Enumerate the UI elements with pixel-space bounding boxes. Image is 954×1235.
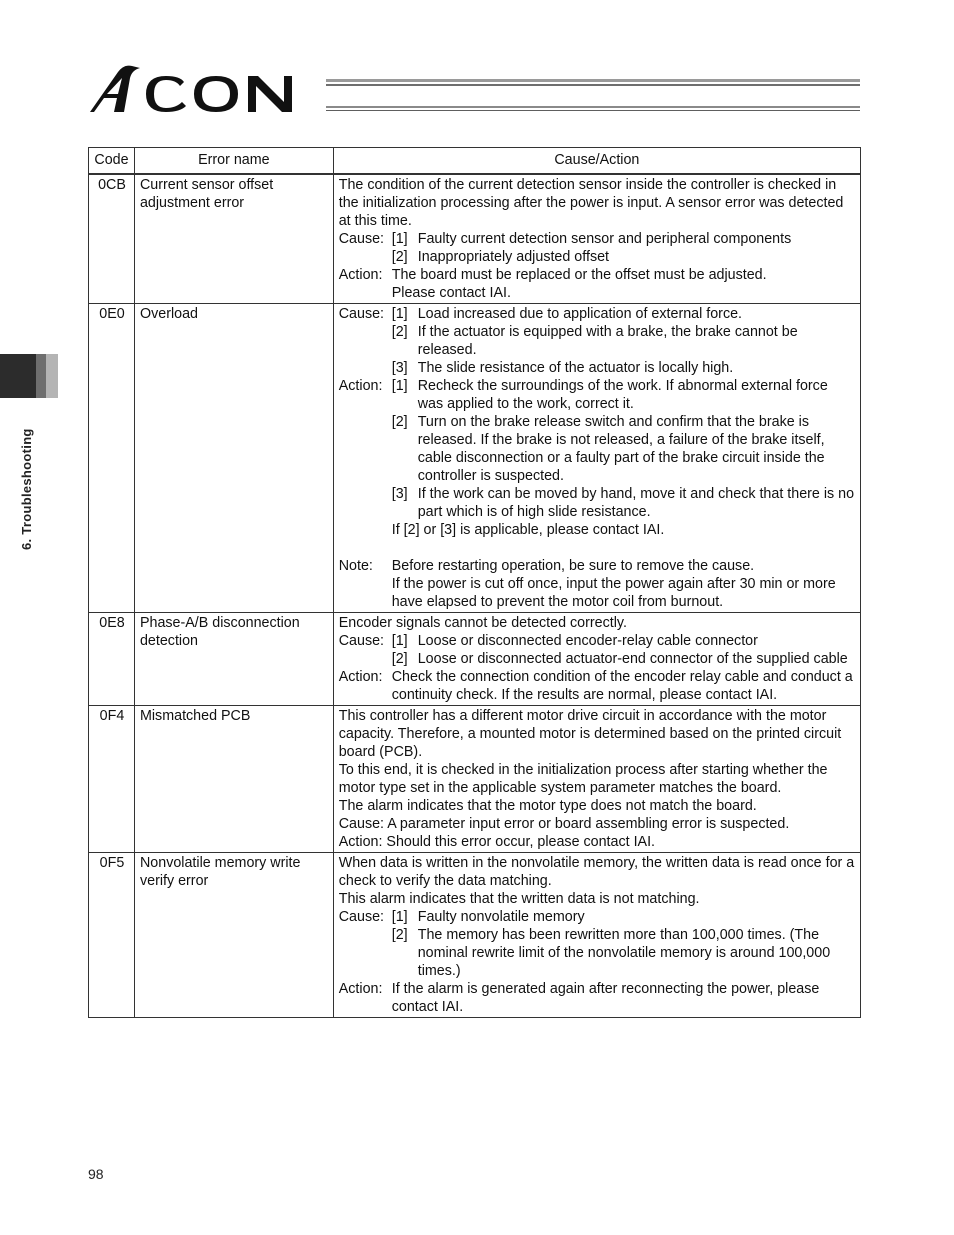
- error-name: Mismatched PCB: [134, 705, 333, 852]
- cause-line: [339, 614, 856, 632]
- cause-action-cell: [333, 852, 860, 1017]
- cause-line: [339, 650, 856, 668]
- cause-line: [339, 926, 856, 980]
- line-text: Recheck the surroundings of the work. If abnormal external force was applied to the work, correct it.: [417, 377, 828, 412]
- cause-line: [339, 668, 856, 704]
- cause-line: [339, 230, 856, 248]
- alarm-table: [88, 147, 861, 1018]
- line-text: Loose or disconnected actuator-end connector of the supplied cable: [417, 650, 848, 667]
- cause-action-cell: [333, 174, 860, 304]
- line-text: The condition of the current detection sensor inside the controller is checked in the initialization processing after the power is input. A sensor error was detected at this time.: [338, 176, 844, 229]
- chapter-tab-marker: [0, 354, 58, 398]
- cause-line: [339, 707, 856, 761]
- cause-line: [339, 575, 856, 611]
- error-code: 0E8: [89, 612, 135, 705]
- cause-line: [339, 854, 856, 890]
- error-code: 0F5: [89, 852, 135, 1017]
- line-lead: [339, 650, 392, 668]
- line-text: If the power is cut off once, input the power again after 30 min or more have elapsed to prevent the motor coil from burnout.: [391, 575, 836, 610]
- table-header-row: [89, 148, 861, 174]
- cause-line: [339, 248, 856, 266]
- table-row: [89, 612, 861, 705]
- line-text: Cause: A parameter input error or board assembling error is suspected.: [338, 815, 790, 832]
- error-code: 0CB: [89, 174, 135, 304]
- line-item-number: [1]: [391, 305, 408, 322]
- table-row: [89, 303, 861, 612]
- line-item-number: [1]: [391, 908, 408, 925]
- cause-line: [339, 521, 856, 539]
- cause-line: [339, 557, 856, 575]
- line-text: When data is written in the nonvolatile memory, the written data is read once for a check to verify the data matching.: [338, 854, 855, 889]
- line-lead: [339, 485, 392, 521]
- cause-action-cell: [333, 705, 860, 852]
- line-lead: Action:: [338, 668, 383, 685]
- cause-action-cell: [333, 612, 860, 705]
- line-item-number: [2]: [391, 413, 408, 430]
- line-item-number: [1]: [391, 377, 408, 394]
- line-text: Faulty nonvolatile memory: [417, 908, 585, 925]
- line-text: The alarm indicates that the motor type does not match the board.: [338, 797, 757, 814]
- page-number: 98: [88, 1166, 104, 1182]
- line-text: This controller has a different motor drive circuit in accordance with the motor capacity. Therefore, a mounted motor is determined based on the printed circuit board (PCB).: [338, 707, 842, 760]
- line-text: Turn on the brake release switch and confirm that the brake is released. If the brake is not released, a failure of the brake itself, cable disconnection or a faulty part of the brake circuit inside the controller is suspected.: [417, 413, 825, 484]
- cause-line: [339, 359, 856, 377]
- acon-logo: [88, 62, 324, 116]
- error-name: Current sensor offset adjustment error: [134, 174, 333, 304]
- line-lead: Cause:: [338, 908, 385, 925]
- header-rule-top: [326, 79, 860, 82]
- cause-line: [339, 833, 856, 851]
- cause-line: [339, 632, 856, 650]
- line-lead: [339, 413, 392, 485]
- line-text: This alarm indicates that the written data is not matching.: [338, 890, 700, 907]
- line-text: Load increased due to application of external force.: [417, 305, 743, 322]
- cause-line: [339, 266, 856, 284]
- line-lead: Cause:: [338, 632, 385, 649]
- line-item-number: [3]: [391, 485, 408, 502]
- cause-action-cell: [333, 303, 860, 612]
- header-error-name: Error name: [134, 148, 333, 174]
- cause-line: [339, 323, 856, 359]
- error-name: Phase-A/B disconnection detection: [134, 612, 333, 705]
- line-lead: Note:: [338, 557, 373, 574]
- line-text: If the work can be moved by hand, move it and check that there is no part which is of high slide resistance.: [417, 485, 855, 520]
- cause-line: [339, 980, 856, 1016]
- line-text: Faulty current detection sensor and peripheral components: [417, 230, 792, 247]
- cause-line: [339, 485, 856, 521]
- blank-line: [339, 539, 856, 557]
- line-lead: [339, 323, 392, 359]
- line-lead: Cause:: [338, 230, 385, 247]
- cause-line: [339, 284, 856, 302]
- cause-line: [339, 413, 856, 485]
- cause-line: [339, 797, 856, 815]
- header-rule-bottom: [326, 106, 860, 108]
- cause-line: [339, 176, 856, 230]
- line-text: Check the connection condition of the encoder relay cable and conduct a continuity check. If the results are normal, please contact IAI.: [391, 668, 853, 703]
- line-lead: [339, 284, 392, 302]
- line-text: Action: Should this error occur, please contact IAI.: [338, 833, 656, 850]
- line-lead: [339, 575, 392, 611]
- error-name: Nonvolatile memory write verify error: [134, 852, 333, 1017]
- line-lead: Action:: [338, 980, 383, 997]
- line-lead: [339, 359, 392, 377]
- line-text: Loose or disconnected encoder-relay cable connector: [417, 632, 758, 649]
- line-text: The memory has been rewritten more than 100,000 times. (The nominal rewrite limit of the nonvolatile memory is around 100,000 times.): [417, 926, 831, 979]
- line-item-number: [1]: [391, 230, 408, 247]
- cause-line: [339, 815, 856, 833]
- line-lead: [339, 248, 392, 266]
- line-text: If the alarm is generated again after reconnecting the power, please contact IAI.: [391, 980, 820, 1015]
- line-text: If [2] or [3] is applicable, please contact IAI.: [391, 521, 665, 538]
- line-text: To this end, it is checked in the initialization process after starting whether the motor type set in the applicable system parameter matches the board.: [338, 761, 828, 796]
- table-row: [89, 852, 861, 1017]
- line-item-number: [2]: [391, 248, 408, 265]
- table-row: [89, 705, 861, 852]
- chapter-tab-label: 6. Troubleshooting: [19, 428, 34, 550]
- table-row: [89, 174, 861, 304]
- line-item-number: [2]: [391, 926, 408, 943]
- line-text: Inappropriately adjusted offset: [417, 248, 610, 265]
- error-code: 0E0: [89, 303, 135, 612]
- line-lead: [339, 521, 392, 539]
- line-text: Please contact IAI.: [391, 284, 511, 301]
- table-body: [89, 174, 861, 1018]
- line-item-number: [2]: [391, 323, 408, 340]
- line-item-number: [2]: [391, 650, 408, 667]
- line-lead: [339, 926, 392, 980]
- line-text: The slide resistance of the actuator is locally high.: [417, 359, 734, 376]
- error-code: 0F4: [89, 705, 135, 852]
- line-text: Encoder signals cannot be detected correctly.: [338, 614, 627, 631]
- line-item-number: [3]: [391, 359, 408, 376]
- line-item-number: [1]: [391, 632, 408, 649]
- header-rule-top-2: [326, 84, 860, 86]
- error-name: Overload: [134, 303, 333, 612]
- header-code: Code: [89, 148, 135, 174]
- cause-line: [339, 890, 856, 908]
- line-lead: Cause:: [338, 305, 385, 322]
- cause-line: [339, 908, 856, 926]
- header-cause-action: Cause/Action: [333, 148, 860, 174]
- cause-line: [339, 305, 856, 323]
- header-rule-bottom-2: [326, 110, 860, 111]
- line-lead: Action:: [338, 266, 383, 283]
- line-text: The board must be replaced or the offset must be adjusted.: [391, 266, 767, 283]
- line-text: If the actuator is equipped with a brake, the brake cannot be released.: [417, 323, 798, 358]
- line-lead: Action:: [338, 377, 383, 394]
- cause-line: [339, 761, 856, 797]
- line-text: Before restarting operation, be sure to remove the cause.: [391, 557, 755, 574]
- cause-line: [339, 377, 856, 413]
